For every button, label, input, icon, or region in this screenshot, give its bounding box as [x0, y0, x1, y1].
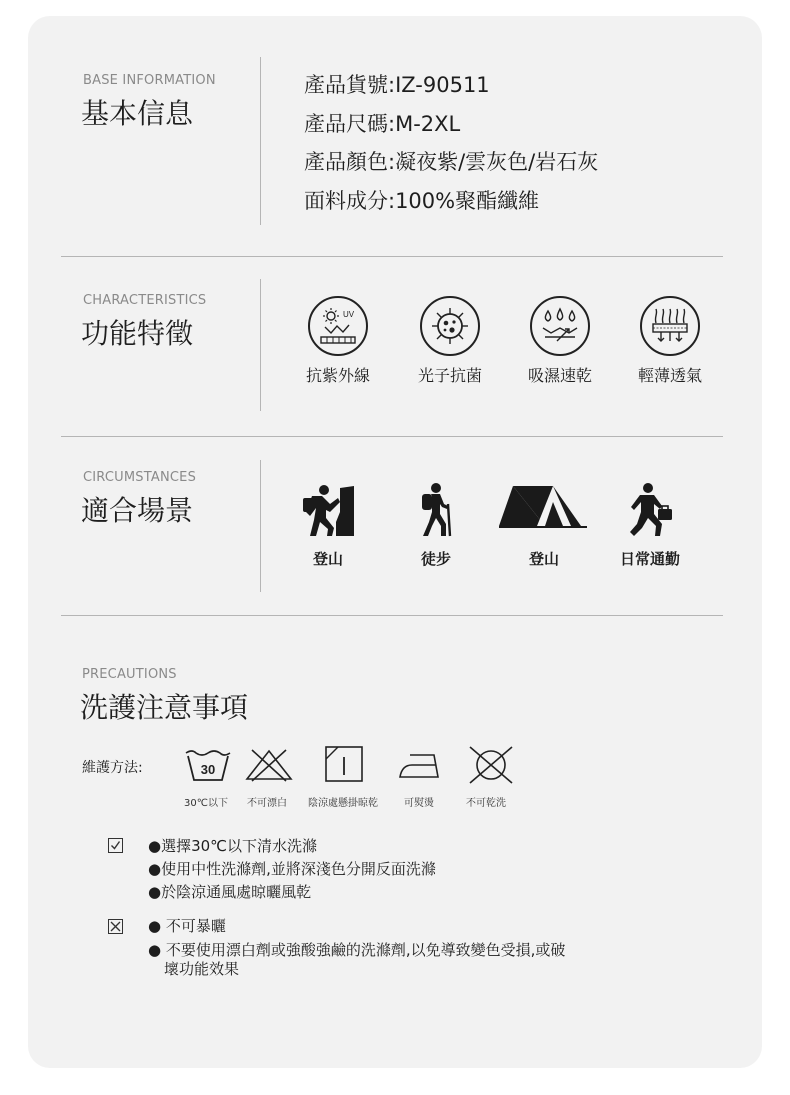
scene-label: 徒步	[420, 550, 451, 568]
breathable-icon	[639, 295, 701, 357]
care-dont-item: ● 不可暴曬	[148, 917, 226, 935]
feature-antibacterial	[400, 295, 500, 386]
feature-label: 光子抗菌	[417, 366, 482, 385]
care-symbol-label: 不可漂白	[247, 798, 287, 809]
scenes-heading: 適合場景	[81, 494, 194, 527]
basic-info-en-heading: BASE INFORMATION	[83, 73, 216, 88]
x-box-icon	[108, 919, 123, 934]
feature-label: 吸濕速乾	[527, 366, 592, 385]
wash-30-icon	[184, 747, 232, 783]
check-box-icon	[108, 838, 123, 853]
scene-label: 日常通勤	[619, 550, 680, 568]
no-dry-clean-icon	[466, 745, 516, 785]
scene-label: 登山	[528, 550, 559, 568]
section-divider-vertical	[260, 57, 261, 225]
hang-dry-shade-icon	[322, 745, 366, 783]
no-bleach-icon	[244, 748, 294, 782]
features-heading: 功能特徵	[81, 317, 194, 350]
feature-breathable	[620, 295, 720, 386]
section-divider	[61, 436, 723, 437]
svg-text:30: 30	[200, 762, 216, 777]
product-code: 產品貨號:IZ-90511	[304, 73, 490, 97]
fabric-composition: 面料成分:100%聚酯纖維	[304, 189, 540, 213]
scene-climbing	[278, 482, 378, 569]
feature-label: 抗紫外線	[305, 366, 370, 385]
features-en-heading: CHARACTERISTICS	[83, 293, 207, 308]
feature-label: 輕薄透氣	[637, 366, 702, 385]
care-en-heading: PRECAUTIONS	[82, 667, 177, 682]
care-heading: 洗護注意事項	[80, 691, 249, 724]
care-symbol-label: 陰涼處懸掛晾乾	[308, 798, 378, 809]
care-do-item: ●於陰涼通風處晾曬風乾	[148, 883, 312, 901]
svg-text:UV: UV	[343, 310, 355, 319]
care-symbol-label: 不可乾洗	[466, 798, 506, 809]
care-dont-item: ● 不要使用漂白劑或強酸強鹼的洗滌劑,以免導致變色受損,或破	[148, 941, 566, 959]
tent-icon	[499, 482, 589, 538]
section-divider-vertical	[260, 460, 261, 592]
care-dont-item-continued: 壞功能效果	[164, 960, 240, 978]
scene-label: 登山	[312, 550, 343, 568]
climbing-icon	[300, 482, 356, 538]
product-size: 產品尺碼:M-2XL	[304, 112, 461, 136]
care-do-item: ●使用中性洗滌劑,並將深淺色分開反面洗滌	[148, 860, 436, 878]
feature-uv	[288, 295, 388, 386]
hiking-icon	[408, 482, 464, 538]
care-symbol-label: 可熨燙	[404, 798, 434, 809]
section-divider-vertical	[260, 279, 261, 411]
section-divider	[61, 256, 723, 257]
product-colors: 產品顏色:凝夜紫/雲灰色/岩石灰	[304, 150, 599, 174]
basic-info-heading: 基本信息	[81, 97, 194, 130]
section-divider	[61, 615, 723, 616]
scenes-en-heading: CIRCUMSTANCES	[83, 470, 197, 485]
care-symbol-label: 30℃以下	[184, 798, 228, 809]
scene-commute	[600, 482, 700, 569]
care-method-label: 維護方法:	[82, 760, 143, 776]
commute-icon	[622, 482, 678, 538]
feature-moisture	[510, 295, 610, 386]
antibacterial-icon	[419, 295, 481, 357]
uv-protection-icon	[307, 295, 369, 357]
iron-icon	[396, 749, 446, 781]
scene-hiking	[386, 482, 486, 569]
care-do-item: ●選擇30℃以下清水洗滌	[148, 837, 318, 855]
scene-tent	[494, 482, 594, 569]
moisture-wicking-icon	[529, 295, 591, 357]
